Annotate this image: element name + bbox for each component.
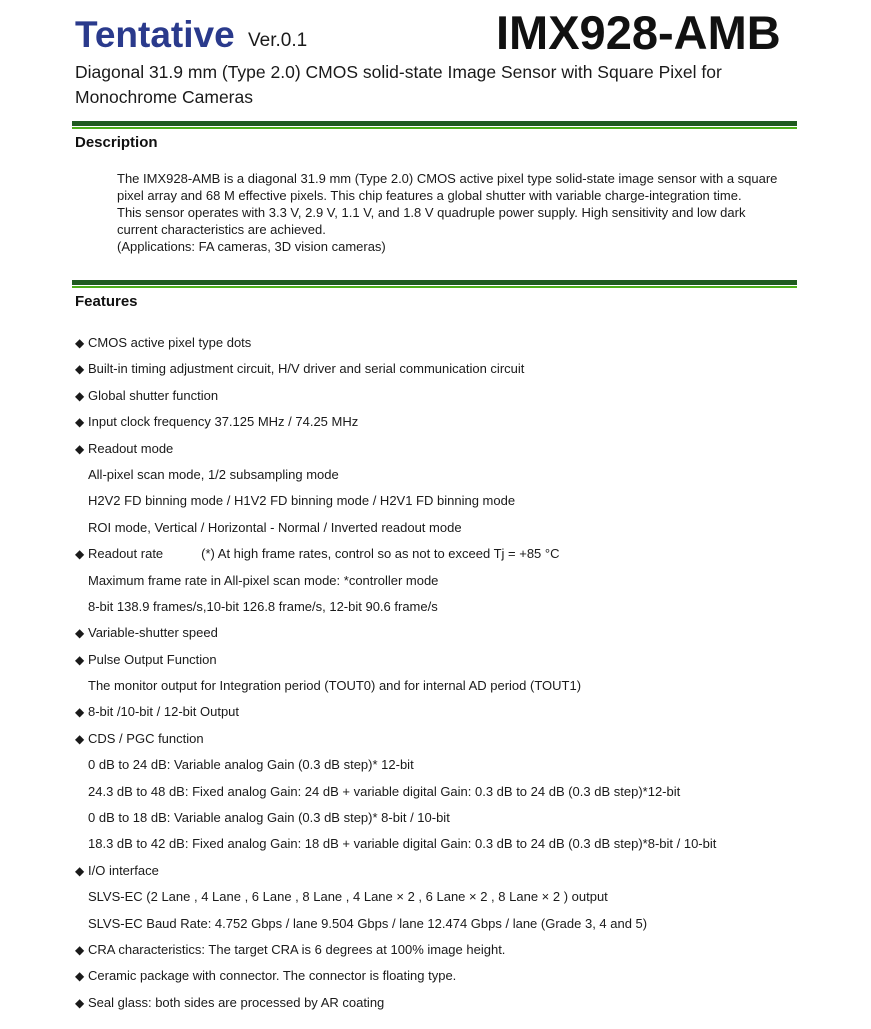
feature-item: [75, 330, 815, 356]
feature-text: SLVS-EC Baud Rate: 4.752 Gbps / lane 9.504 Gbps / lane 12.474 Gbps / lane (Grade 3, 4 and 5): [88, 915, 648, 931]
feature-subitem: [75, 752, 815, 778]
subtitle-line: Monochrome Cameras: [75, 87, 253, 107]
feature-subitem: [75, 805, 815, 831]
feature-text: Readout rate: [88, 546, 164, 562]
feature-text: 24.3 dB to 48 dB: Fixed analog Gain: 24 dB + variable digital Gain: 0.3 dB to 24 dB (0.3 dB step)*12-bit: [88, 783, 681, 799]
feature-item: [75, 356, 815, 382]
section-divider: [72, 280, 797, 289]
diamond-bullet-icon: ◆: [75, 547, 85, 562]
feature-text: SLVS-EC (2 Lane , 4 Lane , 6 Lane , 8 Lane , 4 Lane × 2 , 6 Lane × 2 , 8 Lane × 2 ) output: [88, 889, 608, 905]
feature-subitem: [75, 515, 815, 541]
diamond-bullet-icon: ◆: [75, 942, 85, 957]
feature-subitem: [75, 673, 815, 699]
feature-text: Readout mode: [88, 440, 174, 456]
feature-text: 18.3 dB to 42 dB: Fixed analog Gain: 18 dB + variable digital Gain: 0.3 dB to 24 dB (0.3 dB step)*8-bit / 10-bit: [88, 836, 717, 852]
feature-item: [75, 620, 815, 646]
feature-item: [75, 990, 815, 1016]
feature-text: Input clock frequency 37.125 MHz / 74.25 MHz: [88, 414, 359, 430]
feature-text: CDS / PGC function: [88, 730, 204, 746]
section-divider: [72, 121, 797, 130]
feature-item: [75, 409, 815, 435]
diamond-bullet-icon: ◆: [75, 626, 85, 641]
feature-item: [75, 436, 815, 462]
feature-item: [75, 541, 815, 567]
feature-text: The monitor output for Integration period (TOUT0) and for internal AD period (TOUT1): [88, 678, 582, 694]
diamond-bullet-icon: ◆: [75, 652, 85, 667]
feature-text: Global shutter function: [88, 387, 219, 403]
feature-text: 8-bit 138.9 frames/s,10-bit 126.8 frame/s, 12-bit 90.6 frame/s: [88, 598, 438, 614]
model-title: IMX928-AMB: [496, 6, 781, 59]
feature-text: CRA characteristics: The target CRA is 6 degrees at 100% image height.: [88, 941, 506, 957]
feature-subitem: [75, 594, 815, 620]
document-header: [0, 0, 871, 60]
diamond-bullet-icon: ◆: [75, 863, 85, 878]
diamond-bullet-icon: ◆: [75, 388, 85, 403]
feature-text: I/O interface: [88, 862, 159, 878]
feature-subitem: [75, 462, 815, 488]
feature-item: [75, 647, 815, 673]
feature-text: ROI mode, Vertical / Horizontal - Normal / Inverted readout mode: [88, 519, 462, 535]
status-label: Tentative: [75, 14, 235, 55]
description-line: pixel array and 68 M effective pixels. This chip features a global shutter with variable charge-integration time.: [117, 188, 742, 203]
diamond-bullet-icon: ◆: [75, 705, 85, 720]
description-line: current characteristics are achieved.: [117, 222, 326, 237]
feature-text: H2V2 FD binning mode / H1V2 FD binning mode / H2V1 FD binning mode: [88, 493, 516, 509]
description-heading: Description: [75, 134, 158, 151]
feature-text: Seal glass: both sides are processed by AR coating: [88, 994, 385, 1010]
feature-text: CMOS active pixel type dots: [88, 335, 252, 350]
description-line: The IMX928-AMB is a diagonal 31.9 mm (Type 2.0) CMOS active pixel type solid-state image sensor with a square: [117, 171, 778, 186]
diamond-bullet-icon: ◆: [75, 441, 85, 456]
diamond-bullet-icon: ◆: [75, 336, 85, 350]
diamond-bullet-icon: ◆: [75, 362, 85, 377]
diamond-bullet-icon: ◆: [75, 731, 85, 746]
feature-text: Pulse Output Function: [88, 651, 217, 667]
diamond-bullet-icon: ◆: [75, 995, 85, 1010]
feature-text: All-pixel scan mode, 1/2 subsampling mode: [88, 466, 339, 482]
feature-item: [75, 937, 815, 963]
features-list: [75, 330, 815, 1016]
subtitle-line: Diagonal 31.9 mm (Type 2.0) CMOS solid-state Image Sensor with Square Pixel for: [75, 62, 722, 82]
feature-item: [75, 699, 815, 725]
feature-text: Maximum frame rate in All-pixel scan mode: *controller mode: [88, 572, 439, 588]
feature-text: Built-in timing adjustment circuit, H/V driver and serial communication circuit: [88, 361, 525, 377]
feature-item: [75, 963, 815, 989]
feature-item: [75, 726, 815, 752]
feature-subitem: [75, 488, 815, 514]
feature-subitem: [75, 568, 815, 594]
description-line: This sensor operates with 3.3 V, 2.9 V, 1.1 V, and 1.8 V quadruple power supply. High sensitivity and low dark: [117, 205, 746, 220]
feature-item: [75, 858, 815, 884]
feature-note: (*) At high frame rates, control so as not to exceed Tj = +85 °C: [201, 546, 560, 562]
document-subtitle: [75, 60, 795, 110]
diamond-bullet-icon: ◆: [75, 969, 85, 984]
features-heading: Features: [75, 293, 138, 310]
feature-item: [75, 383, 815, 409]
description-body: [117, 170, 807, 255]
feature-subitem: [75, 831, 815, 857]
feature-text: 0 dB to 24 dB: Variable analog Gain (0.3 dB step)* 12-bit: [88, 757, 414, 773]
feature-text: Variable-shutter speed: [88, 625, 218, 641]
feature-subitem: [75, 911, 815, 937]
feature-subitem: [75, 779, 815, 805]
version-label: Ver.0.1: [248, 30, 308, 51]
feature-text: 8-bit /10-bit / 12-bit Output: [88, 704, 240, 720]
feature-text: Ceramic package with connector. The connector is floating type.: [88, 968, 457, 984]
feature-subitem: [75, 884, 815, 910]
description-line: (Applications: FA cameras, 3D vision cameras): [117, 239, 386, 254]
feature-text: 0 dB to 18 dB: Variable analog Gain (0.3 dB step)* 8-bit / 10-bit: [88, 810, 450, 826]
diamond-bullet-icon: ◆: [75, 415, 85, 430]
